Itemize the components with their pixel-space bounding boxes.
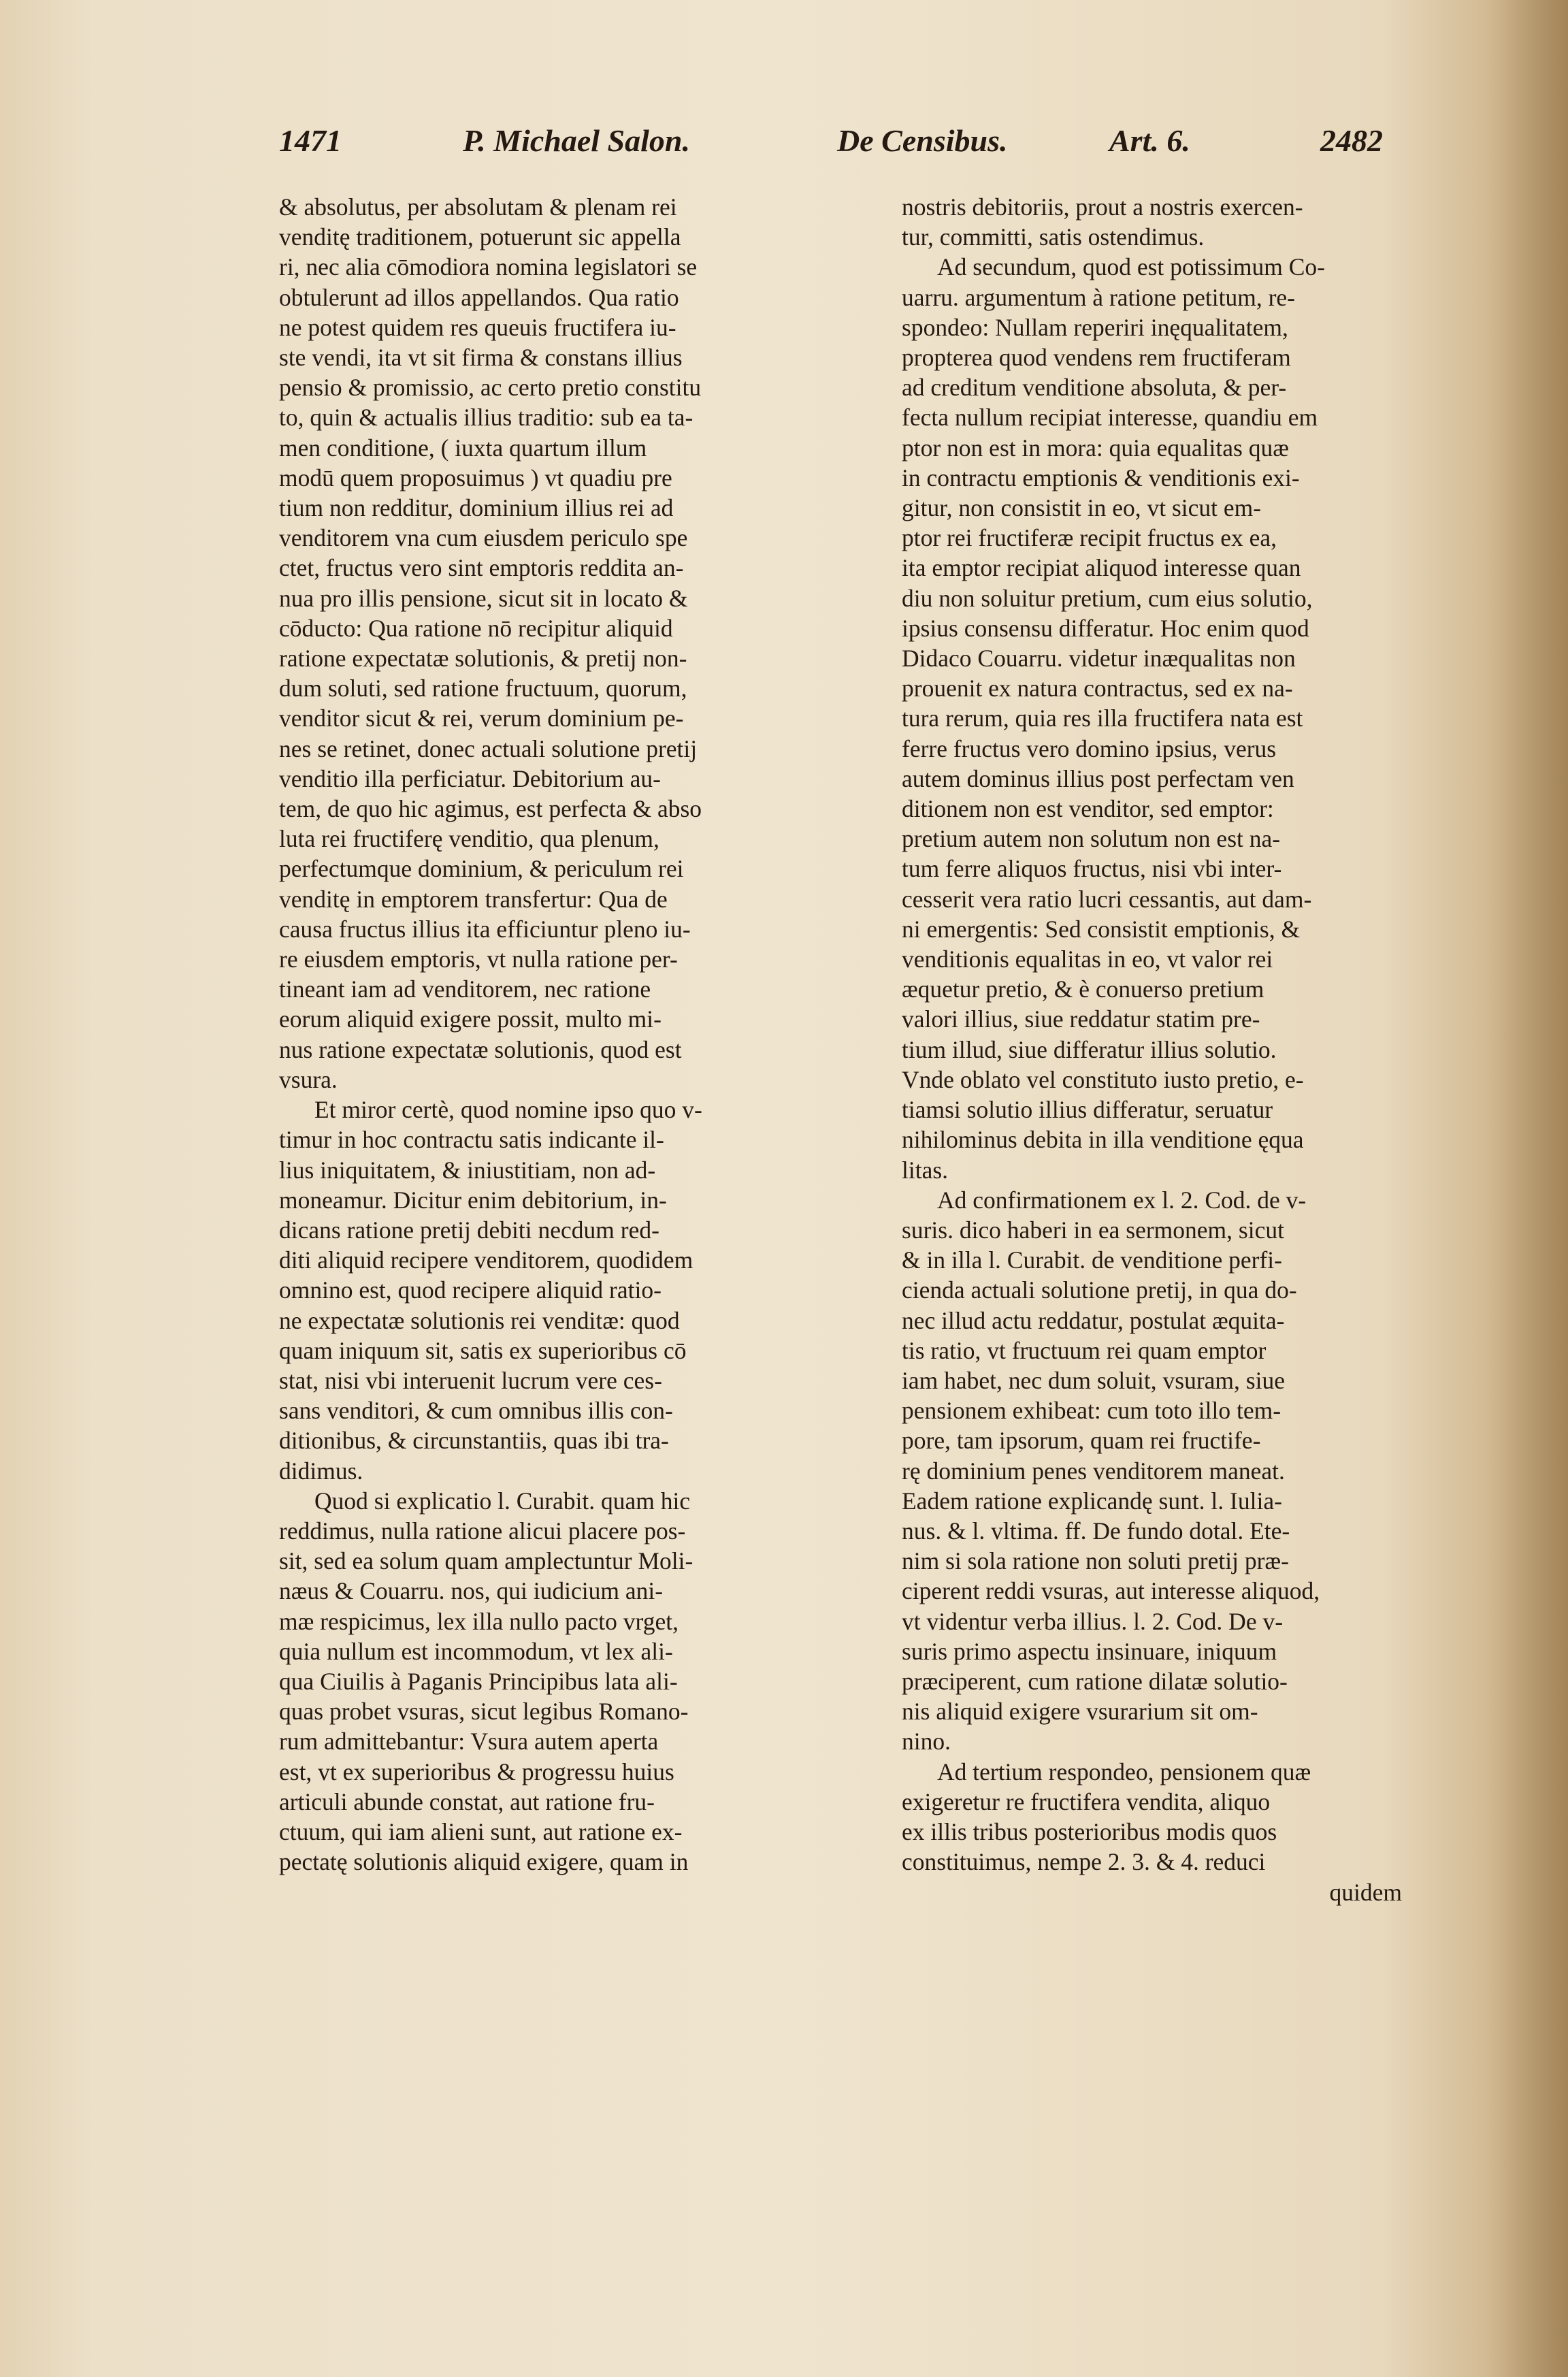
text-line: tium non redditur, dominium illius rei ad [279, 494, 674, 522]
text-line: tineant iam ad venditorem, nec ratione [279, 975, 651, 1003]
text-line: pectatę solutionis aliquid exigere, quam in [279, 1848, 689, 1876]
text-line: quam iniquum sit, satis ex superioribus cō [279, 1336, 687, 1364]
text-line: ne potest quidem res queuis fructifera iu- [279, 313, 676, 341]
text-line: dicans ratione pretij debiti necdum red- [279, 1216, 659, 1244]
text-line: valori illius, siue reddatur statim pre- [902, 1005, 1260, 1033]
text-line: æquetur pretio, & è conuerso pretium [902, 975, 1264, 1003]
text-line: reddimus, nulla ratione alicui placere pos- [279, 1517, 686, 1545]
text-line: propterea quod vendens rem fructiferam [902, 344, 1291, 372]
text-line: cōducto: Qua ratione nō recipitur aliquid [279, 614, 673, 642]
text-line: ipsius consensu differatur. Hoc enim quod [902, 614, 1309, 642]
text-line: didimus. [279, 1457, 363, 1485]
text-line: dum soluti, sed ratione fructuum, quorum, [279, 675, 687, 702]
text-line: tium illud, siue differatur illius solutio. [902, 1035, 1277, 1063]
text-line: præciperent, cum ratione dilatæ solutio- [902, 1667, 1288, 1695]
text-line: ditionibus, & circunstantiis, quas ibi tra- [279, 1427, 669, 1455]
text-line: venditor sicut & rei, verum dominium pe- [279, 705, 684, 732]
text-line: uarru. argumentum à ratione petitum, re- [902, 283, 1295, 311]
text-line: tum ferre aliquos fructus, nisi vbi inter- [902, 855, 1282, 883]
page-edge-shadow [1486, 0, 1568, 2377]
text-line: Ad tertium respondeo, pensionem quæ [937, 1758, 1311, 1785]
text-line: ste vendi, ita vt sit firma & constans illius [279, 344, 683, 372]
text-line: pensionem exhibeat: cum toto illo tem- [902, 1397, 1281, 1425]
text-line: sans venditori, & cum omnibus illis con- [279, 1397, 673, 1425]
text-line: nus. & l. vltima. ff. De fundo dotal. Ete- [902, 1517, 1290, 1545]
text-line: ptor rei fructiferæ recipit fructus ex ea, [902, 524, 1277, 552]
text-line: perfectumque dominium, & periculum rei [279, 855, 684, 883]
text-line: & absolutus, per absolutam & plenam rei [279, 193, 677, 221]
left-text-column [279, 192, 871, 1877]
text-line: nes se retinet, donec actuali solutione pretij [279, 734, 698, 762]
running-author: P. Michael Salon. [463, 123, 690, 158]
text-line: venditorem vna cum eiusdem periculo spe [279, 524, 688, 552]
text-line: ri, nec alia cōmodiora nomina legislatori se [279, 253, 698, 281]
text-line: mæ respicimus, lex illa nullo pacto vrget, [279, 1607, 679, 1635]
page-number-left: 1471 [279, 123, 342, 158]
text-line: in contractu emptionis & venditionis exi- [902, 464, 1300, 491]
text-line: to, quin & actualis illius traditio: sub ea ta- [279, 404, 693, 432]
text-line: Quod si explicatio l. Curabit. quam hic [314, 1487, 691, 1515]
text-line: obtulerunt ad illos appellandos. Qua ratio [279, 283, 679, 311]
text-line: ptor non est in mora: quia equalitas quæ [902, 434, 1289, 462]
running-title: De Censibus. [837, 123, 1008, 158]
text-line: quas probet vsuras, sicut legibus Romano- [279, 1698, 689, 1726]
text-line: tura rerum, quia res illa fructifera nata est [902, 705, 1303, 732]
text-line: pretium autem non solutum non est na- [902, 825, 1281, 853]
text-line: diti aliquid recipere venditorem, quodidem [279, 1246, 693, 1274]
text-line: vt videntur verba illius. l. 2. Cod. De v- [902, 1607, 1284, 1635]
text-line: gitur, non consistit in eo, vt sicut em- [902, 494, 1262, 522]
text-line: iam habet, nec dum soluit, vsuram, siue [902, 1366, 1285, 1394]
text-line: autem dominus illius post perfectam ven [902, 764, 1294, 792]
text-line: ditionem non est venditor, sed emptor: [902, 795, 1274, 823]
text-line: exigeretur re fructifera vendita, aliquo [902, 1788, 1271, 1815]
text-line: spondeo: Nullam reperiri inęqualitatem, [902, 313, 1288, 341]
text-line: vsura. [279, 1065, 338, 1093]
text-line: diu non soluitur pretium, cum eius solutio, [902, 584, 1313, 612]
text-line: Ad secundum, quod est potissimum Co- [937, 253, 1325, 281]
text-line: & in illa l. Curabit. de venditione perfi- [902, 1246, 1282, 1274]
text-line: ctet, fructus vero sint emptoris reddita an- [279, 554, 684, 582]
text-line: ne expectatæ solutionis rei venditæ: quod [279, 1306, 680, 1334]
text-line: Didaco Couarru. videtur inæqualitas non [902, 645, 1296, 673]
text-line: Eadem ratione explicandę sunt. l. Iulia- [902, 1487, 1282, 1515]
text-line: nua pro illis pensione, sicut sit in locato & [279, 584, 688, 612]
text-line: pore, tam ipsorum, quam rei fructife- [902, 1427, 1261, 1455]
text-line: rę dominium penes venditorem maneat. [902, 1457, 1285, 1485]
text-line: litas. [902, 1156, 949, 1184]
text-line: ad creditum venditione absoluta, & per- [902, 374, 1287, 402]
text-line: ex illis tribus posterioribus modis quos [902, 1817, 1277, 1845]
text-line: nim si sola ratione non soluti pretij præ- [902, 1547, 1289, 1575]
text-line: suris. dico haberi in ea sermonem, sicut [902, 1216, 1284, 1244]
text-line: pensio & promissio, ac certo pretio constitu [279, 374, 702, 402]
text-line: re eiusdem emptoris, vt nulla ratione per- [279, 945, 678, 973]
text-line: sit, sed ea solum quam amplectuntur Moli- [279, 1547, 693, 1575]
text-line: næus & Couarru. nos, qui iudicium ani- [279, 1577, 664, 1605]
text-line: rum admittebantur: Vsura autem aperta [279, 1728, 659, 1756]
text-line: tur, committi, satis ostendimus. [902, 223, 1205, 251]
text-line: ctuum, qui iam alieni sunt, aut ratione ex- [279, 1817, 683, 1845]
text-line: prouenit ex natura contractus, sed ex na- [902, 675, 1293, 702]
text-line: modū quem proposuimus ) vt quadiu pre [279, 464, 672, 491]
page-number-right: 2482 [1320, 123, 1383, 158]
text-line: est, vt ex superioribus & progressu huius [279, 1758, 674, 1785]
text-line: stat, nisi vbi interuenit lucrum vere ces- [279, 1366, 662, 1394]
text-line: Et miror certè, quod nomine ipso quo v- [314, 1096, 702, 1124]
text-line: constituimus, nempe 2. 3. & 4. reduci [902, 1848, 1266, 1876]
text-line: Ad confirmationem ex l. 2. Cod. de v- [937, 1186, 1307, 1214]
text-line: cienda actuali solutione pretij, in qua do- [902, 1276, 1297, 1304]
text-line: suris primo aspectu insinuare, iniquum [902, 1637, 1277, 1665]
text-line: luta rei fructiferę venditio, qua plenum, [279, 825, 659, 853]
text-line: quia nullum est incommodum, vt lex ali- [279, 1637, 673, 1665]
text-line: nec illud actu reddatur, postulat æquita- [902, 1306, 1285, 1334]
text-line: venditę traditionem, potuerunt sic appella [279, 223, 681, 251]
text-line: ni emergentis: Sed consistit emptionis, & [902, 915, 1301, 943]
text-line: venditio illa perficiatur. Debitorium au- [279, 764, 661, 792]
article-label: Art. 6. [1109, 123, 1190, 158]
text-line: venditę in emptorem transfertur: Qua de [279, 885, 668, 913]
text-line: tem, de quo hic agimus, est perfecta & abso [279, 795, 702, 823]
text-line: tis ratio, vt fructuum rei quam emptor [902, 1336, 1267, 1364]
text-line: qua Ciuilis à Paganis Principibus lata ali- [279, 1667, 678, 1695]
text-line: ratione expectatæ solutionis, & pretij non- [279, 645, 687, 673]
text-line: causa fructus illius ita efficiuntur pleno iu- [279, 915, 691, 943]
text-line: nus ratione expectatæ solutionis, quod est [279, 1035, 682, 1063]
text-line: eorum aliquid exigere possit, multo mi- [279, 1005, 662, 1033]
text-line: tiamsi solutio illius differatur, seruatur [902, 1096, 1273, 1124]
text-line: timur in hoc contractu satis indicante il- [279, 1126, 664, 1154]
text-line: Vnde oblato vel constituto iusto pretio, e- [902, 1065, 1304, 1093]
text-line: ita emptor recipiat aliquod interesse quan [902, 554, 1301, 582]
text-line: articuli abunde constat, aut ratione fru- [279, 1788, 655, 1815]
text-line: fecta nullum recipiat interesse, quandiu em [902, 404, 1318, 432]
running-header [279, 123, 1402, 170]
text-line: nostris debitoriis, prout a nostris exercen- [902, 193, 1303, 221]
text-line: men conditione, ( iuxta quartum illum [279, 434, 647, 462]
catchword: quidem [1329, 1879, 1402, 1906]
text-line: cesserit vera ratio lucri cessantis, aut dam- [902, 885, 1312, 913]
text-line: nino. [902, 1728, 951, 1756]
text-line: omnino est, quod recipere aliquid ratio- [279, 1276, 662, 1304]
text-line: nihilominus debita in illa venditione ęqua [902, 1126, 1304, 1154]
text-line: moneamur. Dicitur enim debitorium, in- [279, 1186, 667, 1214]
text-line: nis aliquid exigere vsurarium sit om- [902, 1698, 1258, 1726]
text-line: ferre fructus vero domino ipsius, verus [902, 734, 1277, 762]
text-line: ciperent reddi vsuras, aut interesse aliquod, [902, 1577, 1320, 1605]
right-text-column [902, 192, 1402, 1877]
text-line: lius iniquitatem, & iniustitiam, non ad- [279, 1156, 656, 1184]
text-line: venditionis equalitas in eo, vt valor rei [902, 945, 1273, 973]
